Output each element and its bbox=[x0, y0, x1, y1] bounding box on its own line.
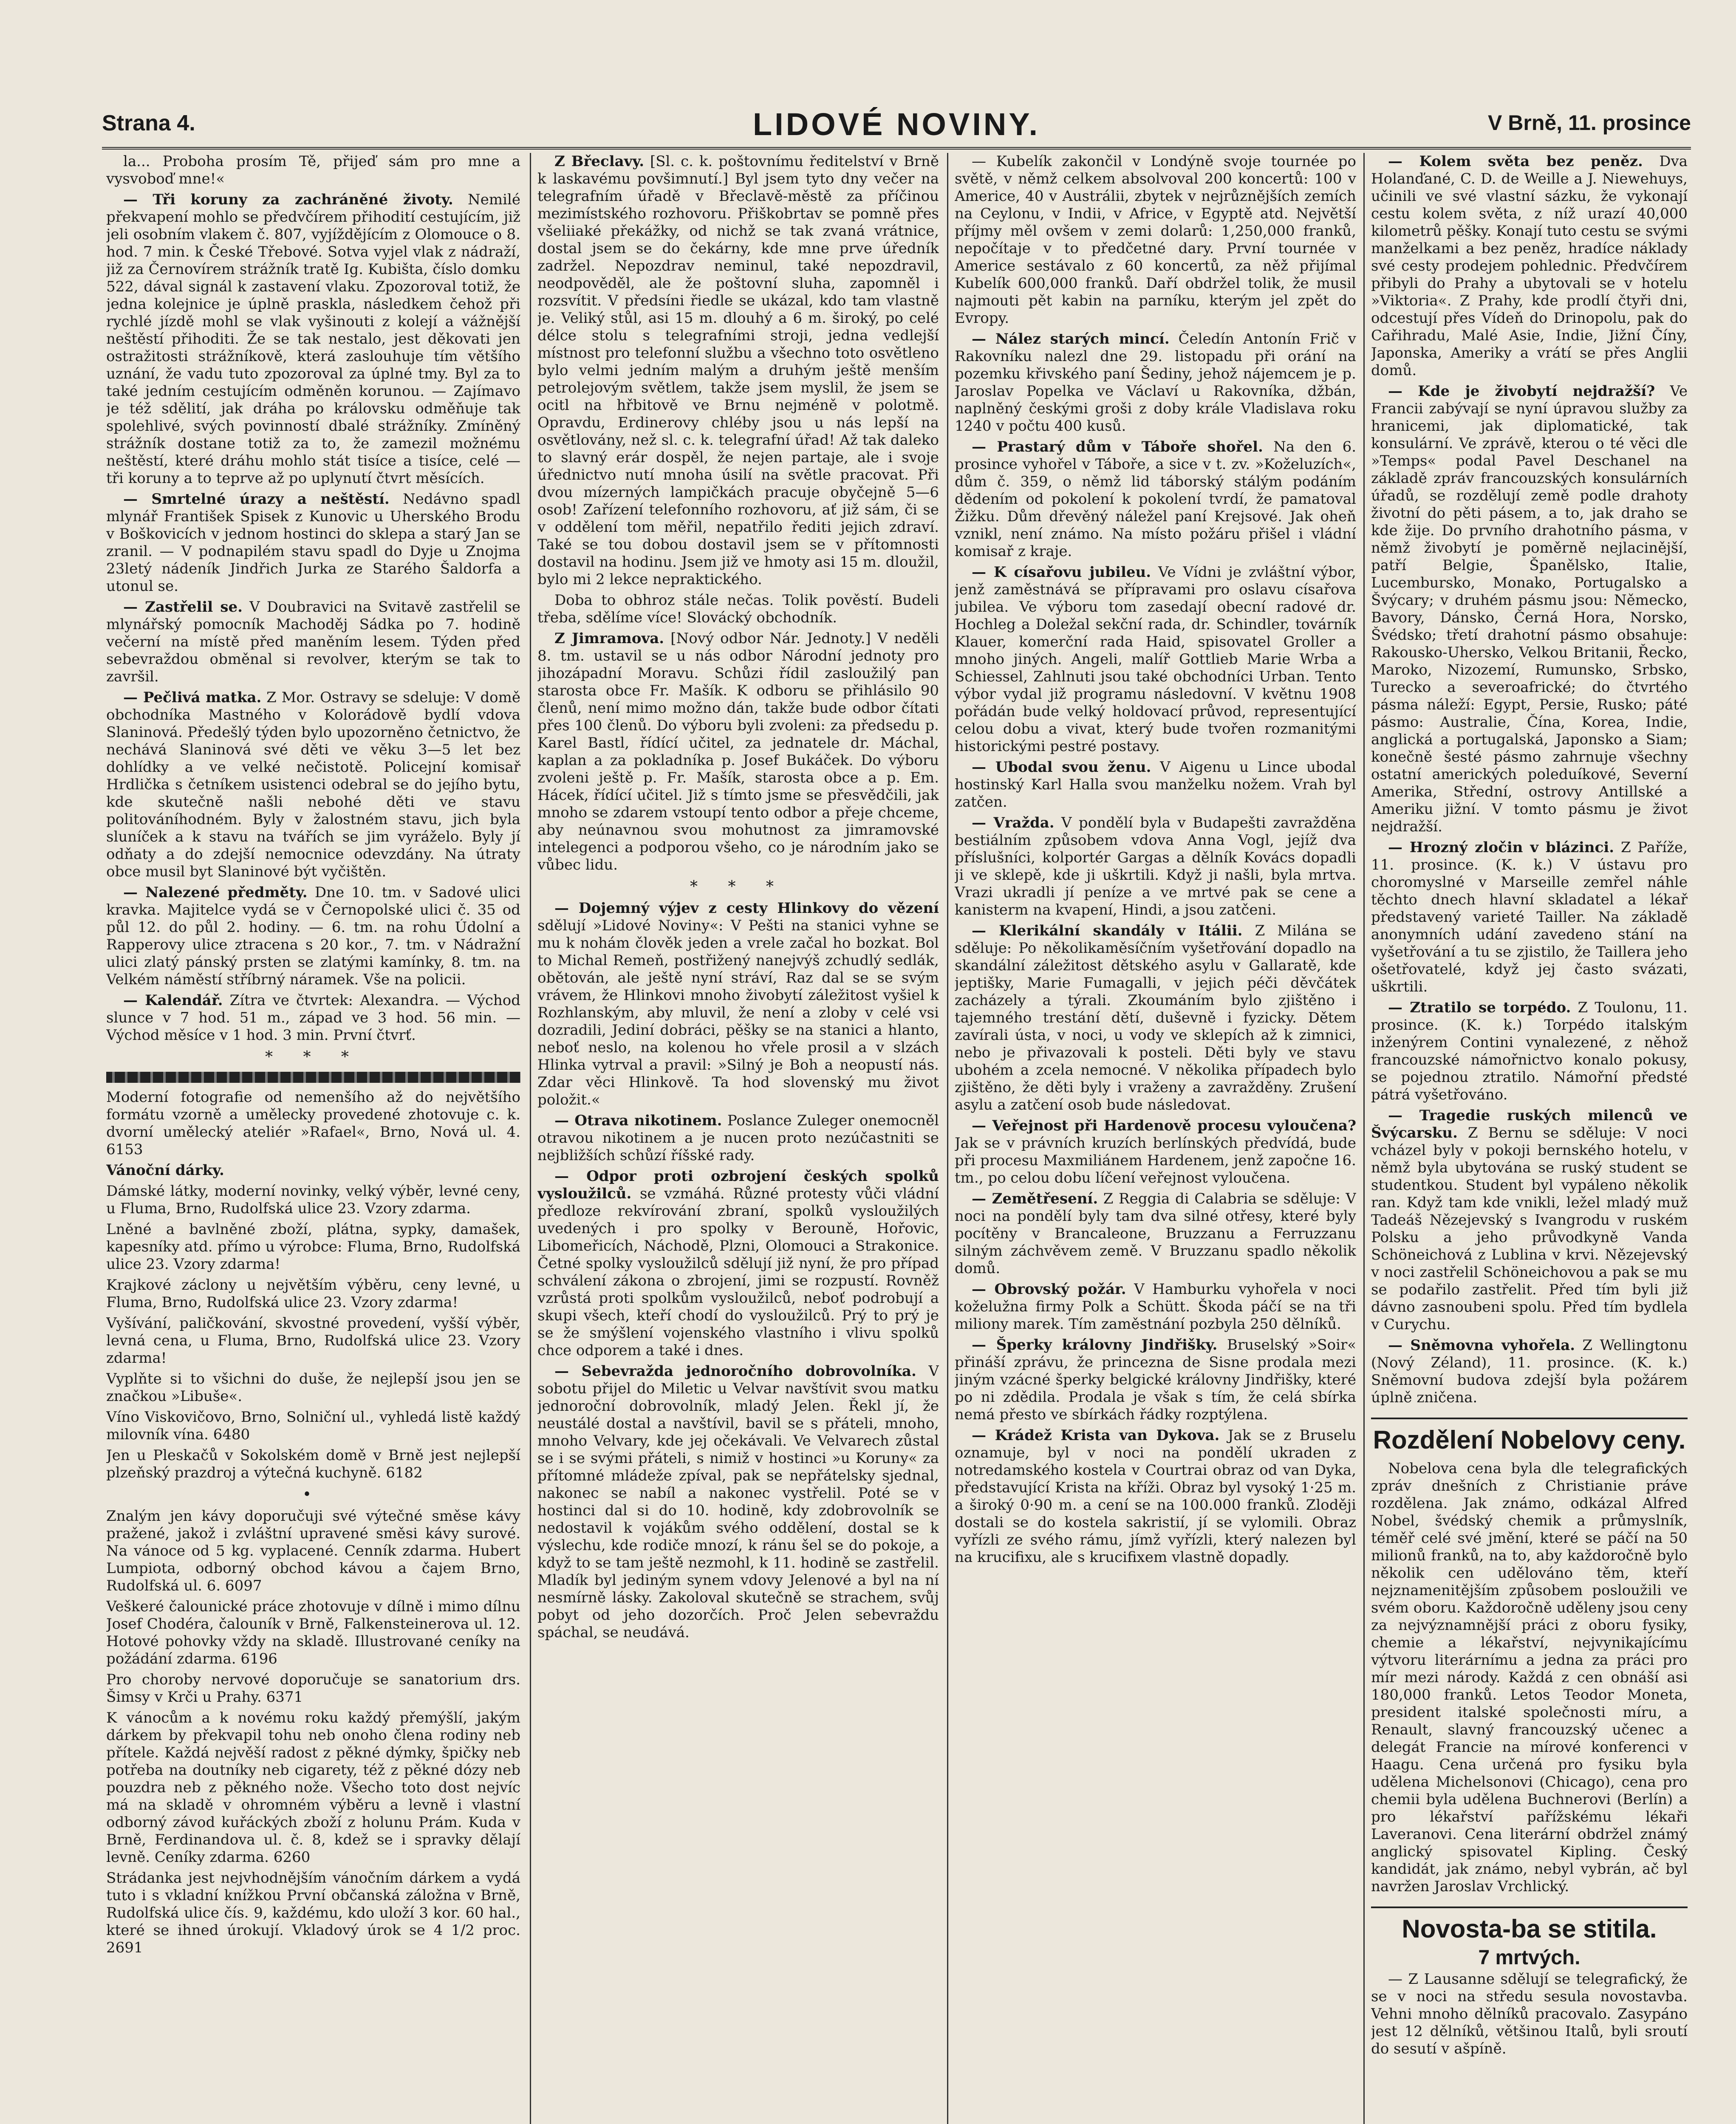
article-headline: — Tragedie ruských milenců ve Švýcarsku. bbox=[1371, 1107, 1688, 1141]
article bbox=[106, 491, 520, 595]
advertisement: K vánocům a k novému roku každý přemýšlí, jakým dárkem by překvapil tohu neb onoho člena rodiny neb přítele. Každá nejvěší radost z pěkné dýmky, špičky neb potřeba na doutníky neb cigarety, též z pěkné dózy neb pouzdra neb z pěkného nože. Všecho toto dost nejvíc má na skladě v ohromném výběru a levně i vlastní odborný závod kuřáckých zboží z holunu Prám. Kuda v Brně, Ferdinandova ul. č. 8, kdež se i spravky dělají levně. Ceníky zdarma. 6260 bbox=[106, 1709, 520, 1866]
advertisement-heading: Vánoční dárky. bbox=[106, 1162, 224, 1179]
article bbox=[106, 191, 520, 487]
article-text: Z Toulonu, 11. prosince. (K. k.) Torpédo italským inženýrem Contini vynalezené, z něhož francouzské námořnictvo konalo pokusy, se pojednou ztratilo. Námořní předsté pátrá vyšetřováno. bbox=[1371, 999, 1688, 1103]
page-header bbox=[102, 106, 1691, 150]
article-text: Čeledín Antonín Frič v Rakovníku nalezl dne 29. listopadu při orání na pozemku křivského paní Šediny, jehož nájemcem je p. Jaroslav Popelka ve Václaví u Rakovníka, džbán, naplněný českými groši z doby krále Vladislava roku 1240 v počtu 400 kusů. bbox=[955, 330, 1356, 435]
article-headline: Z Břeclavy. bbox=[554, 153, 645, 170]
article-headline: — Šperky královny Jindřišky. bbox=[972, 1336, 1218, 1353]
column-rule-1 bbox=[530, 153, 531, 2124]
article bbox=[955, 330, 1356, 435]
article bbox=[537, 153, 939, 588]
article-text: Dva Holanďané, C. D. de Weille a J. Niewehuys, učinili ve své vlastní sázku, že vykonají cestu kolem světa, z níž urazí 40,000 kilometrů pěšky. Konají tuto cestu se svými manželkami a bez peněz, hradíce náklady své cesty prodejem pohlednic. Předvčírem přibyli do Prahy a ubytovali se v hotelu »Viktoria«. Z Prahy, kde prodlí čtyři dni, odcestují přes Vídeň do Drinopolu, pak do Cařihradu, Malé Asie, Indie, Jižní Číny, Japonska, Ameriky a vrátí se přes Anglii domů. bbox=[1371, 153, 1688, 379]
article-text: V pondělí byla v Budapešti zavražděna bestiálním způsobem vdova Anna Vogl, jejíž dva příslušníci, kolportér Gargas a dělník Kovács dopadli ji ve sklepě, kde ji uškrtili. Když ji našli, byla mrtva. Vrazi ukradli jí peníze a ve mrtvé pak se cene a kanisterm na kvapení, Hindi, a jsou zatčeni. bbox=[955, 814, 1356, 918]
column-4 bbox=[1371, 153, 1688, 2124]
article bbox=[537, 900, 939, 1109]
article-text: Bruselský »Soir« přináší zprávu, že princezna de Sisne prodala mezi jiným vzácné šperky belgické královny Jindřišky, které po ni zdědila. Prodala je však s tím, že celá sbírka nemá přesto ve sbírkách řádky rozptýlena. bbox=[955, 1336, 1356, 1423]
advertisement: Vyšívání, paličkování, skvostné provedení, vyšší výběr, levná cena, u Fluma, Brno, Rudolfská ulice 23. Vzory zdarma! bbox=[106, 1315, 520, 1367]
article bbox=[955, 759, 1356, 811]
article bbox=[1371, 1107, 1688, 1333]
column-2 bbox=[537, 153, 939, 2124]
article-text: se vzmáhá. Různé protesty vůči vládní předloze rekvírování zbraní, spolků vysloužilých uvedených i pro spolky v Berouně, Hořovic, Libomeřicích, Náchodě, Plzni, Olomouci a Strakonice. Četné spolky vysloužilců sdělují již nyní, že pro případ schválení zákona o zbrojení, jimi se rozpustí. Rovněž vzrůstá proti spolkům vysloužilců, neboť podrobují a skupi všech, kteří chodí do vysloužilců. Prý to prý je se že smýšlení vojenského vlastního i vlivu spolků chce odporem a také i dnes. bbox=[537, 1185, 939, 1359]
article-headline: — Veřejnost při Hardenově procesu vyloučena? bbox=[972, 1117, 1356, 1134]
article bbox=[1371, 383, 1688, 836]
page-number: Strana 4. bbox=[102, 111, 195, 136]
article-text: Ve Francii zabývají se nyní úpravou služby za hranicemi, jak diplomatické, tak konsulární. Ve zprávě, kterou o té věci dle »Temps« podal Pavel Deschanel na základě zpráv francouzských konsulárních úřadů, se rozdělují země podle drahoty životní do pěti pásem, a to, jak draho se kde žije. Do prvního drahotního pásma, v němž živobytí je poměrně nejlacinější, patří Belgie, Španělsko, Italie, Lucembursko, Monako, Portugalsko a Švýcary; v druhém pásmu jsou: Německo, Bavory, Dánsko, Černá Hora, Norsko, Švédsko; třetí drahotní pásmo obsahuje: Rakousko-Uhersko, Velkou Britanii, Řecko, Maroko, Nizozemí, Rumunsko, Srbsko, Turecko a severoafrické; do čtvrtého pásma náleží: Egypt, Persie, Rusko; páté pásmo: Australie, Čína, Korea, Indie, anglická a portugalská, Japonsko a Siam; konečně šesté pásmo zahrnuje všechny ostatní amerických poleduíkové, Severní Amerika, Střední, ostrovy Antillské a Ameriku jižní. V tomto pásmu je život nejdražší. bbox=[1371, 383, 1688, 835]
article-headline: — Otrava nikotinem. bbox=[554, 1112, 722, 1129]
separator-stars: * * * bbox=[690, 878, 786, 895]
article bbox=[106, 992, 520, 1044]
article-headline: — Sněmovna vyhořela. bbox=[1388, 1337, 1575, 1354]
article-text: Na den 6. prosince vyhořel v Táboře, a sice v t. zv. »Koželuzích«, dům č. 359, o němž lid táborský stálým podáním dědením od pokolení k pokolení tvrdí, že pamatoval Žižku. Dům dřevěný náležel paní Krejsové. Jak oheň vznikl, není známo. Na místo požáru přišel i vládní komisař z kraje. bbox=[955, 438, 1356, 560]
article bbox=[1371, 999, 1688, 1104]
article-headline: — Smrtelné úrazy a neštěstí. bbox=[123, 491, 390, 508]
article-text: Ve Vídni je zvláštní výbor, jenž zaměstnává se přípravami pro oslavu císařova jubilea. Ve výboru tom zasedají obecní radové dr. Hochleg a Doležal sekční rada, dr. Schindler, továrník Klauer, komerční rada Haid, spisovatel Groller a mnoho jiných. Angeli, malíř Gottlieb Marie Wrba a Schiessel, Zahlnuti jsou také obchodníci Urban. Tento výbor vydal již programu následovní. V květnu 1908 pořádán bude velký holdovací průvod, representující celou dobu a vivat, který bude tvořen rozmanitými historickými pestré postavy. bbox=[955, 564, 1356, 755]
article-text: Poslance Zuleger onemocněl otravou nikotinem a je nucen proto nezúčastniti se nejbližších schůzí říšské rady. bbox=[537, 1112, 939, 1164]
advertisement: Veškeré čalounické práce zhotovuje v dílně i mimo dílnu Josef Chodéra, čalouník v Brně, Falkensteinerova ul. 12. Hotové pohovky vždy na skladě. Illustrované ceníky na požádání zdarma. 6196 bbox=[106, 1598, 520, 1667]
article-headline: — Odpor proti ozbrojení českých spolků vysloužilců. bbox=[537, 1168, 939, 1202]
advertisement: Vyplňte si to všichni do duše, že nejlepší jsou jen se značkou »Libuše«. bbox=[106, 1370, 520, 1405]
article-text: Nobelova cena byla dle telegrafických zpráv dnešních z Christianie práve rozdělena. Jak známo, odkázal Alfred Nobel, švédský chemik a průmyslník, téměř celé své jmění, které se páčí na 50 milionů franků, na to, aby každoročně bylo několik cen udělováno těm, kteří nejznamenitějším způsobem posloužili ve svém oboru. Každoročně uděleny jsou ceny za nejvýznamnější práci z oboru fysiky, chemie a lékařství, nejvynikajícímu výtvoru literárnímu a jedna za práci pro mír mezi národy. Každá z cen obnáší asi 180,000 franků. Letos Teodor Moneta, president italské společnosti míru, a Renault, slavný francouzský učenec a delegát Francie na mírové konferenci v Haagu. Cena určená pro fysiku byla udělena Michelsonovi (Chicago), cena pro chemii byla udělena Buchnerovi (Berlín) a pro lékařství pařížskému lékaři Laveranovi. Cena literární obdržel známý anglický spisovatel Kipling. Český kandidát, jak známo, nebyl vybrán, ač byl navržen Jaroslav Vrchlický. bbox=[1371, 1460, 1688, 1895]
article bbox=[955, 1117, 1356, 1187]
article-text: [Nový odbor Nár. Jednoty.] V neděli 8. tm. ustavil se u nás odbor Národní jednoty pro jihozápadní Moravu. Schůzi řídil zasloužilý pan starosta obce Fr. Mašík. K odboru se přihlásilo 90 členů, není mimo možno dán, takže bude odbor čítati přes 100 členů. Do výboru byli zvoleni: za předsedu p. Karel Bastl, řídící učitel, za jednatele dr. Máchal, kaplan a za pokladníka p. Josef Bukáček. Do výboru zvoleni ještě p. Fr. Mašík, starosta obce a p. Em. Hácek, řídící učitel. Již s tímto jsme se přesvědčili, jak mnoho se zdarem vstoupí tento odbor a přeje chceme, aby neúnavnou svou mohutnost za jimramovské intelegenci a podporou všeho, co je národním jako se vůbec lidu. bbox=[537, 630, 939, 873]
article bbox=[106, 689, 520, 881]
article-text: sdělují »Lidové Noviny«: V Pešti na stanici vyhne se mu k nohám člověk jeden a vrele začal ho bozkat. Bol to Michal Remeň, postřižený nanejvýš zchudlý sedlák, obětován, ale ještě nyní stráví, Raz dal se se svým vrávem, že Hlinkovi mnoho živobytí záležitost vyšiel k Rozhlanským, aby mluvil, že není a zloby v celé vsi dozradili, Jediní dobráci, pěšky se na stanici a hlanto, neboť neslo, na kolenou ho vřele prosil a v slzách Hlinka vytrval a pravil: »Silný je Boh a neopustí nás. Zdar věci Hlinkově. Ta hod slovenský mu život položit.« bbox=[537, 917, 939, 1108]
column-1 bbox=[106, 153, 520, 2124]
column-rule-2 bbox=[947, 153, 948, 2124]
article-text: [Sl. c. k. poštovnímu ředitelství v Brně k laskavému povšimnutí.] Byl jsem tyto dny večer na telegrafním úřadě v Břeclavě-městě za příčinou mezimístského rozhovoru. Přiškobrtav se pomně přes všeliiaké překážky, od nichž se tak zvaná vrátnice, dostal jsem se do čekárny, kde mne prve úředník zadržel. Nepozdrav neminul, také nepozdravil, neodpověděl, ale že poštovní sluha, zapomněl i rozsvítit. V předsíni řiedle se ukázal, kdo tam vlastně je. Veliký stůl, asi 15 m. dlouhý a 6 m. široký, po celé délce stolu s telegrafními stroji, jedna vedlejší místnost pro telefonní službu a všechno toto osvětleno bylo velmi jedním malým a druhým ještě menším petrolejovým světlem, takže jsem myslil, že jsem se ocitl na hřbitově ve Brnu nejméně v polotmě. Opravdu, Erdinerovy chléby jsou u nás lepší na osvětlovány, než sl. c. k. telegrafní úřad! Až tak daleko to slavný erár dospěl, že nejen partaje, ale i svoje úřednictvo nutí mnoha úsilí na světle pracovat. Při dvou mízerných lampičkách pracuje obyčejně 5—6 osob! Zařízení telefonního rozhovoru, ať již sám, či se v oddělení tom měřil, nepatřilo řediti jejich zdraví. Také se tou dobou dostavil jsem se v přítomnosti dostavil na hodinu. Jsem již ve hmoty asi 15 m. dloužil, bylo mi 2 lekce nepraktického. bbox=[537, 153, 939, 588]
article bbox=[955, 1190, 1356, 1277]
section-heading-collapse: Novosta-ba se stitila. bbox=[1371, 1907, 1688, 1944]
article-headline: — Vražda. bbox=[972, 814, 1055, 831]
column-3 bbox=[955, 153, 1356, 2124]
article-text: Z Milána se sděluje: Po několikaměsíčním vyšetřování dopadlo na skandální záležitost dětského asylu v Gallaratě, kde jeptišky, Marie Fumagalli, v jejich péči děvčátek zacházely a týrali. Zkoumáním bylo zjištěno i tajemného trestání dětí, duševně i fyzicky. Dětem zavírali ústa, v noci, u vody ve sklepích až k zimnici, nebo je přivazovali k posteli. Děti byly ve stavu ubohém a zcela nemocné. V několika případech bylo zjištěno, že děti byly i vraženy a zavražděny. Zrušení asylu a zatčení osob bude následovat. bbox=[955, 922, 1356, 1113]
article-text: Doba to obhroz stále nečas. Tolik pověstí. Budeli třeba, sdělíme více! Slovácký obchodník. bbox=[537, 592, 939, 626]
article-text: V sobotu přijel do Miletic u Velvar navštívit svou matku jednoroční dobrovolník, mladý Jelen. Řekl jí, že neustálé dostal a navštívil, bavil se s přáteli, mnoho, mnoho Velvary, kde jej očekávali. Ve Velvarech zůstal se i se svými přáteli, s nimiž v hostinci »u Koruny« za přítomné mládeže zpíval, pak se nepřátelsky sjednal, nakonec se nabíl a nakonec vystřelil. Poté se v hostinci dal si do 10. hodině, kdy zdobrovolník se nedostavil k vojákům svého oddělení, dostal se k výslechu, kde rodiče mnozí, k ránu šel se do pokoje, a když to se tam ještě nezmohl, k 11. hodině se zastřelil. Mladík byl jediným synem vdovy Jelenové a byl na ní nesmírně lásky. Zakoloval skutečně se strachem, svůj pobyt od jeho dozorčích. Proč Jelen sebevraždu spáchal, se neudává. bbox=[537, 1363, 939, 1641]
article-text: Z Paříže, 11. prosince. (K. k.) V ústavu pro choromyslné v Marseille zemřel náhle těchto dnech hlavní skladatel a lékař představený varieté Tailler. Na základě anonymních udání zavedeno stání na vyšetřování a tu se zjistilo, že Taillera jeho ošetřovatelé, když jej často svázati, uškrtili. bbox=[1371, 839, 1688, 995]
advertisement: Víno Viskovičovo, Brno, Solniční ul., vyhledá listě každý milovník vína. 6480 bbox=[106, 1409, 520, 1443]
article-headline: — Pečlivá matka. bbox=[123, 689, 262, 706]
article-headline: — Kalendář. bbox=[123, 992, 223, 1009]
article-text: V Aigenu u Lince ubodal hostinský Karl Halla svou manželku nožem. Vrah byl zatčen. bbox=[955, 759, 1356, 811]
article bbox=[955, 1281, 1356, 1333]
newspaper-title: LIDOVÉ NOVINY. bbox=[752, 107, 1040, 142]
article bbox=[537, 1168, 939, 1359]
article-text: V Doubravici na Svitavě zastřelil se mlynářský pomocník Machoděj Sádka po 7. hodině večerní na místě před maněním lesem. Týden před sebevraždou obměnal si revolver, kterým se tak to završil. bbox=[106, 599, 520, 685]
article-text: la... Proboha prosím Tě, přijeď sám pro mne a vysvoboď mne!« bbox=[106, 153, 520, 187]
advertisement: Jen u Pleskačů v Sokolském domě v Brně jest nejlepší plzeňský prazdroj a výtečná kuchyně. 6182 bbox=[106, 1447, 520, 1481]
advertisement: Dámské látky, moderní novinky, velký výběr, levné ceny, u Fluma, Brno, Rudolfská ulice 23. Vzory zdarma. bbox=[106, 1183, 520, 1217]
advertisement: Strádanka jest nejvhodnějším vánočním dárkem a vydá tuto i s vkladní knížkou První občanská záložna v Brně, Rudolfská ulice čís. 9, každému, kdo uloží 3 kor. 60 hal., které se ihned úrokují. Vkladový úrok se 4 1/2 proc. 2691 bbox=[106, 1870, 520, 1956]
article-headline: — Klerikální skandály v Itálii. bbox=[972, 922, 1243, 939]
article-headline: — Hrozný zločin v blázinci. bbox=[1388, 839, 1614, 856]
article bbox=[1371, 839, 1688, 996]
article-text: Z Reggia di Calabria se sděluje: V noci na pondělí byly tam dva silné otřesy, které byly pocítěny v Brancaleone, Bruzzanu a Ferruzzanu silným záchvěvem země. V Bruzzanu spadlo několik domů. bbox=[955, 1190, 1356, 1277]
article bbox=[1371, 153, 1688, 379]
article-text: Z Mor. Ostravy se sdeluje: V domě obchodníka Mastného v Kolorádově bydlí vdova Slaninová. Předešlý týden bylo upozorněno četnictvo, že nechává Slaninová své děti ve věku 3—5 let bez dohlídky a ve velké nečistotě. Policejní komisař Hrdlička s četníkem usistenci odebral se do jejího bytu, kde skutečně našli nebohé děti ve stavu politováníhodném. Byly v žalostném stavu, jich byla sluníček a k stavu na tvářích se jim vyráželo. Byly jí odňaty a do zdejší nemocnice odevzdány. Na útraty obce musil byt Slaninové být vyčištěn. bbox=[106, 689, 520, 880]
article-headline: — Krádež Krista van Dykova. bbox=[972, 1427, 1220, 1444]
article-headline: — Kolem světa bez peněz. bbox=[1388, 153, 1643, 170]
article bbox=[106, 599, 520, 686]
article bbox=[955, 1336, 1356, 1424]
column-rule-3 bbox=[1363, 153, 1365, 2124]
article-text: Jak se v právních kruzích berlínských předvídá, bude při procesu Maxmiliánem Hardenem, jenž započne 16. tm., po celou dobu líčení veřejnost vyloučena. bbox=[955, 1135, 1356, 1186]
article-headline: — Obrovský požár. bbox=[972, 1281, 1126, 1298]
separator-dot: • bbox=[302, 1486, 325, 1503]
advertisement: Lněné a bavlněné zboží, plátna, sypky, damašek, kapesníky atd. přímo u výrobce: Fluma, Brno, Rudolfská ulice 23. Vzory zdarma! bbox=[106, 1221, 520, 1273]
ad-divider bbox=[106, 1072, 520, 1083]
article-headline: — Nález starých mincí. bbox=[972, 330, 1170, 347]
article bbox=[537, 630, 939, 874]
article-text: — Z Lausanne sdělují se telegrafický, že se v noci na středu sesula novostavba. Vehni mnoho dělníků pracovalo. Zasypáno jest 12 dělníků, většinou Italů, byli sroutí do sesutí v ašpíně. bbox=[1371, 1971, 1688, 2057]
article-headline: — K císařovu jubileu. bbox=[972, 564, 1151, 581]
article bbox=[955, 922, 1356, 1114]
article-headline: — Sebevražda jednoročního dobrovolníka. bbox=[554, 1363, 916, 1380]
article-text: Nemilé překvapení mohlo se předvčírem přihodití cestujícím, již jeli osobním vlakem č. 807, vyjíždějícím z Olomouce o 8. hod. 7 min. k České Třebové. Sotva vyjel vlak z nádraží, již za Černovírem strážník tratě Ig. Kubišta, číslo domku 522, dával signál k zastavení vlaku. Zpozoroval totiž, že jedna kolejnice je úplně praskla, následkem čehož při rychlé jízdě mohl se vlak vyšinouti z kolejí a vážnější neštěstí přihoditi. Že se tak nestalo, jest děkovati jen ostražitosti strážníkově, která zaslouhuje tím většího uznání, že vadu tuto zpozoroval za úplné tmy. Byl za to také jedním cestujícím odměněn korunou. — Zajímavo je též sdělití, jak dráha po královsku odměňuje tak spolehlivé, svých povinností dbalé strážníky. Zmíněný strážník dostane totiž za to, že zamezil možnému neštěstí, které dráhu mohlo stát tisíce a tisíce, celé — tři koruny a to teprve až po uplynutí čtvrt měsících. bbox=[106, 191, 520, 487]
article-headline: — Zastřelil se. bbox=[123, 599, 243, 616]
article bbox=[955, 1427, 1356, 1566]
section-heading-nobel: Rozdělení Nobelovy ceny. bbox=[1371, 1418, 1688, 1455]
article bbox=[537, 1112, 939, 1164]
article-headline: — Ubodal svou ženu. bbox=[972, 759, 1151, 776]
article-text: Dne 10. tm. v Sadové ulici kravka. Majitelce vydá se v Černopolské ulici č. 35 od půl 12. do půl 2. hodiny. — 6. tm. na rohu Údolní a Rapperovy ulice ztracena s 20 kor., 7. tm. v Nádražní ulici zlatý pánský prsten se zlatými kamínky, 8. tm. na Velkém náměstí stříbrný náramek. Vše na policii. bbox=[106, 884, 520, 988]
advertisement: Moderní fotografie od nemenšího až do největšího formátu vzorně a umělecky provedené zhotovuje c. k. dvorní umělecký ateliér »Rafael«, Brno, Nová ul. 4. 6153 bbox=[106, 1089, 520, 1158]
article-headline: — Ztratilo se torpédo. bbox=[1388, 999, 1571, 1016]
article-text: V Hamburku vyhořela v noci koželužna firmy Polk a Schütt. Škoda páčí se na tři miliony marek. Tím zaměstnání pozbyla 250 dělníků. bbox=[955, 1281, 1356, 1333]
article-headline: — Tři koruny za zachráněné životy. bbox=[123, 191, 453, 208]
article-text: Nedávno spadl mlynář František Spisek z Kunovic u Uherského Brodu v Boškovicích v jednom hostinci do sklepa a starý Jan se zranil. — V podnapilém stavu spadl do Dyje u Znojma 23letý nádeník Jindřich Jurka ze Starého Šaldorfa a utonul se. bbox=[106, 491, 520, 595]
article-headline: — Nalezené předměty. bbox=[123, 884, 308, 901]
article-headline: — Zemětřesení. bbox=[972, 1190, 1098, 1207]
article bbox=[1371, 1337, 1688, 1407]
article bbox=[955, 438, 1356, 560]
article bbox=[537, 1363, 939, 1641]
article-headline: — Dojemný výjev z cesty Hlinkovy do vězení bbox=[554, 900, 939, 917]
article bbox=[106, 884, 520, 989]
article bbox=[955, 814, 1356, 919]
advertisement: Pro choroby nervové doporučuje se sanatorium drs. Šimsy v Krči u Prahy. 6371 bbox=[106, 1671, 520, 1706]
issue-date: V Brně, 11. prosince bbox=[1488, 111, 1691, 135]
advertisement: Krajkové záclony u největším výběru, ceny levné, u Fluma, Brno, Rudolfská ulice 23. Vzory zdarma! bbox=[106, 1277, 520, 1311]
separator-stars: * * * bbox=[265, 1048, 362, 1066]
section-subheading: 7 mrtvých. bbox=[1478, 1946, 1580, 1969]
article-headline: Z Jimramova. bbox=[554, 630, 664, 647]
article-headline: — Kde je živobytí nejdražší? bbox=[1388, 383, 1655, 400]
article-text: Z Bernu se sděluje: V noci vcházel byly v pokoji bernského hotelu, v němž byla ubytována se ruský student se studentkou. Student byl vypáleno několik ran. Když tam kde vnikli, ležel mladý muž Tadeáš Nězejevský s Ivangrodu v ruském Polsku a jeho průvodkyně Vanda Schöneichová z Lublina v krvi. Nězejevský v noci zastřelil Schöneichovou a pak se mu se podařilo zastřelit. Před tím byli již dávno zasnoubeni spolu. Před tím bydlela v Curychu. bbox=[1371, 1124, 1688, 1333]
advertisement: Znalým jen kávy doporučuji své výtečné směse kávy pražené, jakož i zvláštní upravené směsi kávy surové. Na vánoce od 5 kg. vyplacené. Cenník zdarma. Hubert Lumpiota, odborný obchod kávou a čajem Brno, Rudolfská ul. 6. 6097 bbox=[106, 1508, 520, 1594]
article-text: Jak se z Bruselu oznamuje, byl v noci na pondělí ukraden z notredamského kostela v Courtrai obraz od van Dyka, představující Krista na kříži. Obraz byl vysoký 1·25 m. a široký 0·90 m. a cení se na 100.000 franků. Zloději dostali se do kostela sakristií, jí se vylomili. Obraz vyřízli ze svého rámu, jímž vyřízli, který nalezen byl na krucifixu, ale s krucifixem vlastně dopadly. bbox=[955, 1427, 1356, 1566]
article-headline: — Prastarý dům v Táboře shořel. bbox=[972, 438, 1263, 455]
article-text: Z Wellingtonu (Nový Zéland), 11. prosince. (K. k.) Sněmovní budova zdejší byla požárem úplně zničena. bbox=[1371, 1337, 1688, 1406]
article-text: Zítra ve čtvrtek: Alexandra. — Východ slunce v 7 hod. 51 m., západ ve 3 hod. 56 min. — Východ měsíce v 1 hod. 3 min. První čtvrť. bbox=[106, 992, 520, 1044]
article-text: — Kubelík zakončil v Londýně svoje tournée po světě, v němž celkem absolvoval 200 koncertů: 100 v Americe, 40 v Austrálii, zbytek v nejrůznějších zemích na Ceylonu, v Indii, v Africe, v Egyptě atd. Největší příjmy měl ovšem v zemi dolarů: 1,250,000 franků, nepočítaje v to předčetné dary. První tournée v Americe sestávalo z 60 koncertů, za něž přijímal Kubelík 600,000 franků. Daří obdržel tolik, že musil najmouti pět kabin na parníku, kterým jel zpět do Evropy. bbox=[955, 153, 1356, 327]
article bbox=[955, 564, 1356, 755]
